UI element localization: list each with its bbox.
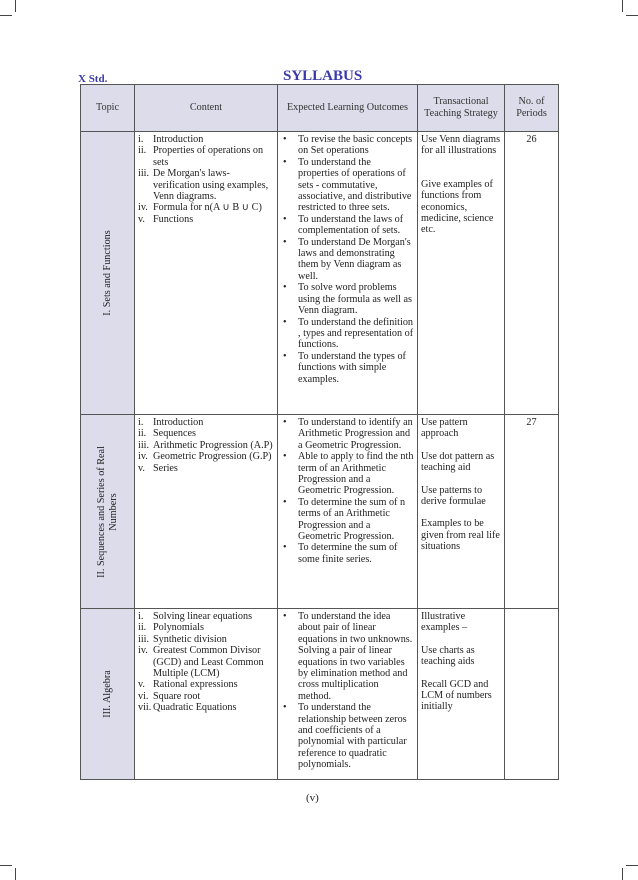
crop-mark-top-left-v [15,0,16,12]
list-item: • To determine the sum of n terms of an Arithmetic Progression and a Geometric Progression. [283,496,406,543]
col-header-outcomes: Expected Learning Outcomes [278,85,418,132]
table-row [81,609,559,780]
list-item: • To revise the basic concepts on Set operations [283,134,413,157]
syllabus-table [80,84,559,780]
col-header-strategy: Transactional Teaching Strategy [418,85,505,132]
periods-cell: 27 [505,415,559,609]
strategy-text: Use dot pattern as teaching aid [421,450,495,474]
list-item: iii. Arithmetic Progression (A.P) [138,439,273,451]
list-item: • To understand to identify an Arithmetic Progression and a Geometric Progression. [283,417,413,451]
list-item: ii. Properties of operations on sets [138,145,264,168]
list-item: i. Introduction [138,417,204,428]
content-cell [135,415,278,609]
list-item: iv. Greatest Common Divisor (GCD) and Least Common Multiple (LCM) [138,645,264,680]
strategy-text: Recall GCD and LCM of numbers initially [421,678,492,713]
list-item: • To understand De Morgan's laws and demonstrating them by Venn diagram as well. [283,236,411,282]
list-item: iv. Geometric Progression (G.P) [138,451,272,463]
list-item: • To solve word problems using the formula as well as Venn diagram. [283,282,413,317]
list-item: v. Rational expressions [138,679,238,691]
list-item: • To understand the idea about pair of linear equations in two unknowns. Solving a pair of linear equations in two variables by elimination method and cross multiplication method. [283,611,413,702]
list-item: • Able to apply to find the nth term of an Arithmetic Progression and a Geometric Progression. [283,451,414,497]
topic-label: III. Algebra [101,670,113,718]
list-item: v. Functions [138,213,194,225]
strategy-text: Examples to be given from real life situations [421,518,500,553]
table-row [81,415,559,609]
list-item: v. Series [138,462,178,474]
topic-cell [81,609,135,780]
crop-mark-bottom-left-h [0,865,12,866]
crop-mark-top-right-v [622,0,623,12]
list-item: • To understand the types of functions with simple examples. [283,350,406,385]
topic-cell [81,415,135,609]
crop-mark-bottom-right-h [626,865,638,866]
content-cell [135,609,278,780]
page-number: (v) [306,792,319,804]
list-item: vii. Quadratic Equations [138,702,237,714]
list-item: iv. Formula for n(A ∪ B ∪ C) [138,202,262,214]
list-item: • To determine the sum of some finite series. [283,542,398,565]
topic-label: II. Sequences and Series of Real Numbers [95,445,119,578]
list-item: i. Solving linear equations [138,611,253,622]
crop-mark-top-right-h [626,15,638,16]
strategy-text: Give examples of functions from economics, medicine, science etc. [421,178,494,236]
class-label: X Std. [78,73,108,85]
col-header-periods: No. of Periods [505,85,559,132]
list-item: ii. Polynomials [138,622,204,634]
outcomes-cell [278,415,418,609]
list-item: i. Introduction [138,134,204,145]
topic-cell [81,132,135,415]
page-title: SYLLABUS [283,68,363,84]
topic-label: I. Sets and Functions [101,230,113,316]
strategy-cell [418,132,505,415]
strategy-cell [418,609,505,780]
list-item: • To understand the laws of complementation of sets. [283,213,404,237]
strategy-text: Use pattern approach [421,417,468,440]
strategy-text: Use charts as teaching aids [421,644,475,668]
col-header-content: Content [135,85,278,132]
outcomes-cell [278,609,418,780]
list-item: iii. De Morgan's laws-verification using examples, Venn diagrams. [138,168,269,203]
crop-mark-bottom-left-v [15,868,16,880]
list-item: iii. Synthetic division [138,633,227,645]
strategy-text: Use patterns to derive formulae [421,484,486,508]
strategy-cell [418,415,505,609]
content-cell [135,132,278,415]
crop-mark-bottom-right-v [622,868,623,880]
strategy-text: Illustrative examples – [421,611,468,634]
outcomes-cell [278,132,418,415]
table-row [81,132,559,415]
crop-mark-top-left-h [0,15,12,16]
periods-cell: 26 [505,132,559,415]
strategy-text: Use Venn diagrams for all illustrations [421,134,501,157]
list-item: • To understand the properties of operations of sets - commutative, associative, and distributive restricted to three sets. [283,156,412,214]
list-item: • To understand the definition , types and representation of functions. [283,316,414,351]
list-item: vi. Square root [138,690,201,702]
list-item: • To understand the relationship between zeros and coefficients of a polynomial with particular reference to quadratic polynomials. [283,702,407,771]
col-header-topic: Topic [81,85,135,132]
periods-cell [505,609,559,780]
list-item: ii. Sequences [138,428,196,440]
